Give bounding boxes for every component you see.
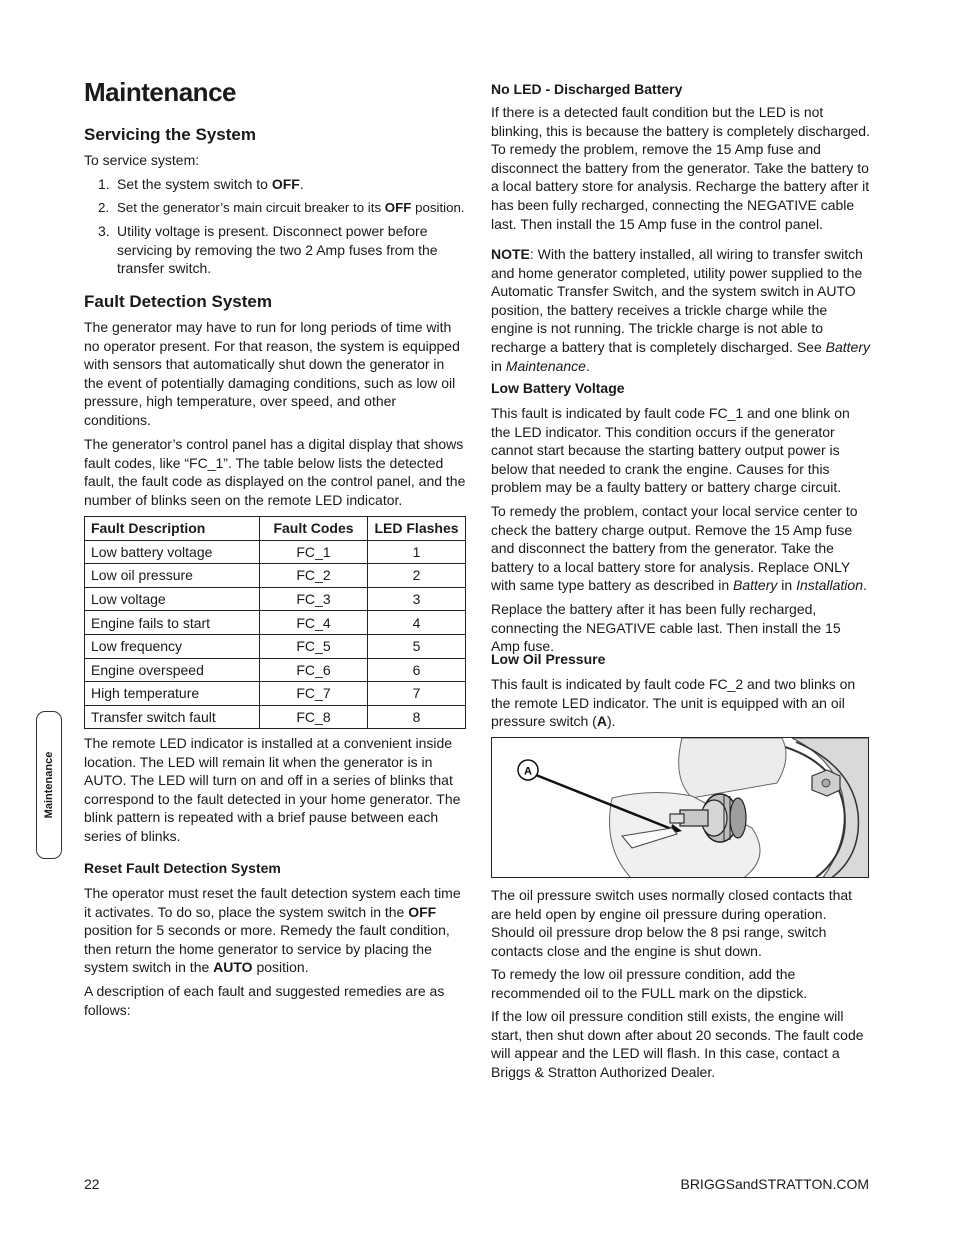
step-text-end: position. [411, 199, 465, 215]
step-bold: OFF [384, 199, 412, 215]
ref-battery: Battery [733, 577, 778, 594]
table-row [85, 611, 466, 635]
table-cell: FC_2 [260, 564, 368, 588]
low-battery-para2 [491, 502, 871, 595]
table-cell: 8 [368, 705, 466, 729]
table-cell: 1 [368, 540, 466, 564]
step-text: Set the generator’s main circuit breaker to its [117, 199, 385, 215]
fault-code-table [84, 516, 466, 729]
table-cell: 7 [368, 682, 466, 706]
no-led-heading: No LED - Discharged Battery [491, 81, 683, 97]
led-indicator-para: The remote LED indicator is installed at a convenient inside location. The LED will remain lit when the generator is in AUTO. The LED will turn on and off in a series of blinks that correspond to the fault detected in your home generator. The blink pattern is repeated with a brief pause between each series of blinks. [84, 735, 461, 844]
servicing-heading: Servicing the System [84, 125, 256, 144]
table-cell: 5 [368, 634, 466, 658]
note-label: NOTE [491, 246, 530, 262]
note-end: . [585, 357, 590, 374]
table-row [85, 587, 466, 611]
low-battery-heading: Low Battery Voltage [491, 380, 625, 396]
reset-text: The operator must reset the fault detection system each time it activates. To do so, place the system switch in the [84, 885, 461, 920]
section-side-tab [36, 711, 62, 859]
step-number: 1. [98, 176, 110, 192]
side-tab-label: Maintenance [43, 751, 55, 819]
no-led-note [491, 245, 871, 375]
table-cell: FC_7 [260, 682, 368, 706]
step-text: Utility voltage is present. Disconnect power before servicing by removing the two 2 Amp fuses from the transfer switch. [117, 223, 438, 277]
table-cell: 3 [368, 587, 466, 611]
servicing-step-1 [84, 175, 466, 194]
table-row [85, 564, 466, 588]
servicing-step-2 [84, 199, 466, 218]
table-header-row [85, 517, 466, 541]
table-cell: High temperature [85, 682, 260, 706]
table-cell: Engine overspeed [85, 658, 260, 682]
page-title: Maintenance [84, 77, 236, 107]
fault-detection-para2: The generator’s control panel has a digital display that shows fault codes, like “FC_1”. The table below lists the detected fault, the fault code as displayed on the control panel, and the number of blinks seen on the remote LED indicator. [84, 436, 466, 508]
servicing-step-3 [84, 222, 466, 278]
low-oil-para1 [491, 675, 871, 731]
table-cell: FC_8 [260, 705, 368, 729]
low-oil-heading: Low Oil Pressure [491, 651, 606, 667]
ref-installation: Installation [796, 577, 863, 594]
table-cell: FC_5 [260, 634, 368, 658]
low-oil-para3: To remedy the low oil pressure condition, add the recommended oil to the FULL mark on the dipstick. [491, 966, 808, 1001]
table-cell: Low frequency [85, 634, 260, 658]
column-header: Fault Description [85, 517, 260, 541]
table-cell: Engine fails to start [85, 611, 260, 635]
table-cell: Transfer switch fault [85, 705, 260, 729]
callout-label: A [524, 765, 532, 778]
page-number: 22 [84, 1176, 100, 1192]
servicing-intro: To service system: [84, 152, 200, 168]
oil-pressure-switch-figure [491, 737, 869, 878]
oil-pressure-switch-illustration [492, 738, 869, 878]
step-number: 2. [98, 199, 110, 215]
low-battery-para3: Replace the battery after it has been fully recharged, connecting the NEGATIVE cable last. Then install the 15 Amp fuse. [491, 601, 841, 655]
table-cell: 6 [368, 658, 466, 682]
reset-para2: A description of each fault and suggested remedies are as follows: [84, 983, 445, 1018]
column-header: LED Flashes [368, 517, 466, 541]
note-text: : With the battery installed, all wiring to transfer switch and home generator completed, utility power supplied to the Automatic Transfer Switch, and the system switch in AUTO position, the battery receives a trickle charge while the engine is not running. The trickle charge is not able to recharge a battery that is completely discharged. See [491, 246, 863, 355]
table-cell: FC_1 [260, 540, 368, 564]
table-cell: Low battery voltage [85, 540, 260, 564]
reset-para1 [84, 884, 466, 977]
para-text: This fault is indicated by fault code FC_2 and two blinks on the remote LED indicator. The unit is equipped with an oil pressure switch ( [491, 676, 856, 730]
table-cell: FC_3 [260, 587, 368, 611]
table-row [85, 682, 466, 706]
note-in: in [491, 357, 506, 374]
table-cell: 2 [368, 564, 466, 588]
servicing-steps [84, 175, 466, 283]
fault-detection-heading: Fault Detection System [84, 292, 272, 311]
low-oil-para4: If the low oil pressure condition still exists, the engine will start, then shut down after about 20 seconds. The fault code will appear and the LED will flash. In this case, contact a Briggs & Stratton Authorized Dealer. [491, 1008, 864, 1080]
table-row [85, 658, 466, 682]
table-cell: FC_6 [260, 658, 368, 682]
reset-heading: Reset Fault Detection System [84, 860, 281, 876]
para-end: . [863, 577, 867, 594]
note-ref-maintenance: Maintenance [505, 357, 586, 374]
para-bold: A [596, 713, 607, 730]
note-ref-battery: Battery [825, 338, 870, 355]
column-header: Fault Codes [260, 517, 368, 541]
table-row [85, 540, 466, 564]
step-number: 3. [98, 223, 110, 240]
table-row [85, 705, 466, 729]
para-text: To remedy the problem, contact your local service center to check the battery charge output. Remove the 15 Amp fuse and disconnect the battery from the generator. Take the battery to a local battery store for analysis. Replace ONLY with same type battery as described in [491, 503, 858, 594]
table-cell: Low voltage [85, 587, 260, 611]
step-bold: OFF [271, 176, 300, 192]
reset-text: position. [252, 959, 309, 976]
table-cell: Low oil pressure [85, 564, 260, 588]
table-cell: FC_4 [260, 611, 368, 635]
website-url: BRIGGSandSTRATTON.COM [680, 1176, 869, 1192]
step-text-end: . [299, 176, 304, 192]
table-row [85, 634, 466, 658]
para-end: ). [606, 713, 616, 730]
para-in: in [777, 577, 797, 594]
low-oil-para2: The oil pressure switch uses normally closed contacts that are held open by engine oil pressure during operation. Should oil pressure drop below the 8 psi range, switch contacts close and the engine is shut down. [491, 887, 853, 959]
reset-bold-off: OFF [408, 903, 437, 920]
table-cell: 4 [368, 611, 466, 635]
no-led-para1: If there is a detected fault condition but the LED is not blinking, this is because the battery is completely discharged. To remedy the problem, remove the 15 Amp fuse and disconnect the battery from the generator. Take the battery to a local battery store for analysis. Recharge the battery after it has been fully recharged, connecting the NEGATIVE cable last. Then install the 15 Amp fuse in the control panel. [491, 104, 870, 232]
step-text: Set the system switch to [117, 176, 272, 192]
fault-detection-para1: The generator may have to run for long periods of time with no operator present. For that reason, the system is equipped with sensors that automatically shut down the generator in the event of potentially damaging conditions, such as low oil pressure, high temperature, over speed, and other conditions. [84, 319, 460, 428]
reset-bold-auto: AUTO [213, 959, 253, 976]
low-battery-para1: This fault is indicated by fault code FC_1 and one blink on the LED indicator. This condition occurs if the generator cannot start because the starting battery output power is below that needed to crank the engine. Causes for this problem may be a faulty battery or battery charge circuit. [491, 405, 850, 496]
reset-text: position for 5 seconds or more. Remedy the fault condition, then return the home generator to service by placing the system switch in the [84, 922, 450, 976]
